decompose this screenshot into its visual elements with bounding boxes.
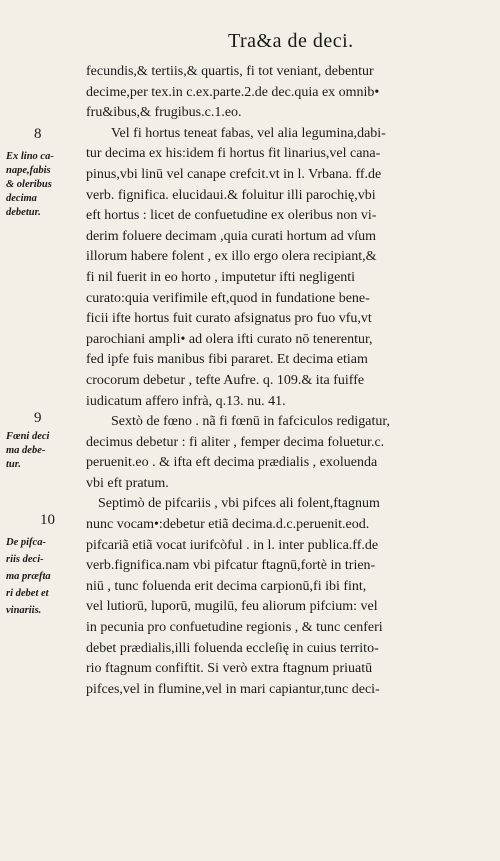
sidenote-line: & oleribus (6, 179, 52, 190)
sidenote-line: ma præfta (6, 571, 51, 582)
text-line: Sextò de fœno . nã fi fœnū in fafciculos redigatur, (111, 414, 390, 430)
main-text-block (86, 62, 481, 700)
text-line: derim foluere decimam ,quia curati hortum ad vſum (86, 228, 377, 244)
paragraph-number-10: 10 (40, 512, 55, 528)
paragraph-number-9: 9 (34, 410, 42, 426)
sidenote-8 (6, 150, 76, 220)
sidenote-10 (6, 534, 76, 619)
text-line: in pecunia pro confuetudine regionis , & tunc cenferi (86, 620, 383, 636)
text-line: curato:quia verifimile eft,quod in fundatione bene- (86, 290, 370, 306)
text-line: fecundis,& tertiis,& quartis, fi tot veniant, debentur (86, 64, 374, 79)
sidenote-line: debetur. (6, 207, 41, 218)
text-line: ficii ifte hortus fuit curato afsignatus pro fuo vfu,vt (86, 311, 372, 327)
sidenote-line: decima (6, 193, 37, 204)
sidenote-line: Fœni deci (6, 431, 50, 442)
sidenote-9 (6, 430, 76, 472)
text-line: peruenit.eo . & ifta eft decima prædialis , exoluenda (86, 455, 378, 471)
text-line: Septimò de pifcariis , vbi pifces ali folent,ftagnum (98, 496, 380, 512)
text-line: fru&ibus,& frugibus.c.1.eo. (86, 105, 242, 121)
sidenote-line: vinariis. (6, 605, 42, 616)
sidenote-line: nape,fabis (6, 165, 51, 176)
sidenote-line: tur. (6, 459, 21, 470)
paragraph-number-8: 8 (34, 126, 42, 142)
sidenote-line: Ex lino ca- (6, 151, 54, 162)
text-line: nunc vocam•:debetur etiã decima.d.c.peruenit.eod. (86, 517, 370, 533)
text-line: parochiani ampli• ad olera ifti curato nō tenerentur, (86, 331, 373, 347)
text-line: Vel fi hortus teneat fabas, vel alia legumina,dabi- (111, 125, 386, 141)
text-line: pinus,vbi linū vel canape crefcit.vt in l. Vrbana. ff.de (86, 166, 382, 182)
text-line: vel lutiorū, luporū, mugilū, feu aliorum pifcium: vel (86, 599, 378, 615)
text-line: decime,per tex.in c.ex.parte.2.de dec.quia ex omnib• (86, 84, 380, 100)
running-header: Tra&a de deci. (228, 30, 354, 52)
sidenote-line: ma debe- (6, 445, 46, 456)
text-line: niū , tunc foluenda erit decima carpionū,fi ibi fint, (86, 578, 367, 594)
text-line: eft hortus : licet de confuetudine ex oleribus non vi- (86, 208, 377, 224)
text-line: verb.fignifica.nam vbi pifcatur ftagnū,fortè in trien- (86, 558, 376, 574)
text-line: vbi eft pratum. (86, 475, 169, 491)
sidenote-line: De pifca- (6, 537, 46, 548)
text-line: illorum habere folent , ex illo ergo olera recipiant,& (86, 249, 377, 265)
text-line: fed ipfe fuis manibus fibi pararet. Et decima etiam (86, 352, 368, 368)
text-line: decimus debetur : fi aliter , femper decima foluetur.c. (86, 434, 385, 450)
text-line: debet prædialis,illi foluenda eccleſię in cuius territo- (86, 640, 379, 656)
text-line: crocorum debetur , tefte Aufre. q. 109.& ita fuiffe (86, 372, 365, 388)
text-line: rio ftagnum confiftit. Si verò extra ftagnum priuatū (86, 661, 373, 677)
text-line: tur decima ex his:idem fi hortus fit linarius,vel cana- (86, 146, 381, 162)
text-line: pifces,vel in flumine,vel in mari capiantur,tunc deci- (86, 681, 380, 697)
text-line: iudicatum affero infrà, q.13. nu. 41. (86, 393, 286, 409)
text-line: fi nil fuerit in eo horto , imputetur ifti negligenti (86, 269, 356, 285)
text-line: verb. fignifica. elucidaui.& foluitur illi parochię,vbi (86, 187, 376, 203)
text-line: pifcariã etiã vocat iurifcòful . in l. inter publica.ff.de (86, 537, 379, 553)
sidenote-line: riis deci- (6, 554, 44, 565)
sidenote-line: ri debet et (6, 588, 49, 599)
